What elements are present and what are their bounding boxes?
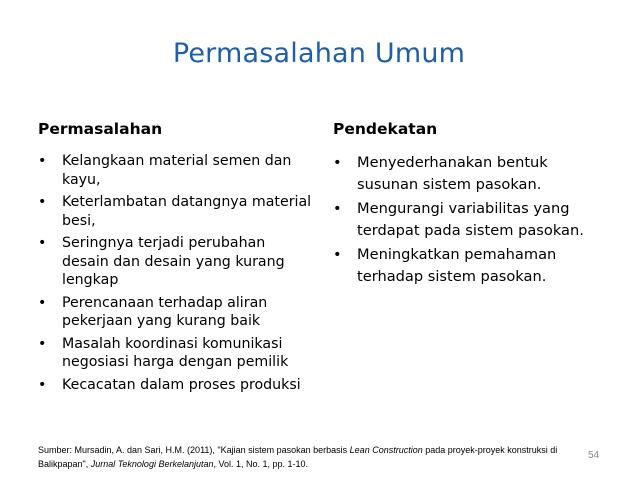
citation-text: , Vol. 1, No. 1, pp. 1-10.	[213, 459, 309, 469]
page-number: 54	[588, 450, 600, 461]
list-item-text: Kecacatan dalam proses produksi	[62, 376, 301, 393]
list-item-text: Menyederhanakan bentuk susunan sistem pasokan.	[357, 154, 548, 193]
list-item-text: Kelangkaan material semen dan kayu,	[62, 153, 292, 188]
list-item-text: Masalah koordinasi komunikasi negosiasi harga dengan pemilik	[62, 335, 289, 370]
list-item	[333, 152, 603, 196]
list-item	[38, 234, 313, 290]
slide-title: Permasalahan Umum	[172, 38, 466, 69]
bullet-icon: •	[38, 235, 47, 251]
citation-text: Sumber: Mursadin, A. dan Sari, H.M. (2011), "Kajian sistem pasokan berbasis	[38, 445, 350, 455]
bullet-icon: •	[38, 335, 47, 352]
bullet-icon: •	[38, 294, 47, 311]
list-item-text: Perencanaan terhadap aliran pekerjaan yang kurang baik	[62, 294, 268, 329]
bullet-icon: •	[38, 153, 47, 169]
list-item-text: Meningkatkan pemahaman terhadap sistem pasokan.	[357, 246, 557, 285]
problems-column	[38, 120, 313, 398]
list-item-text: Keterlambatan datangnya material besi,	[62, 194, 312, 229]
problems-list	[38, 152, 313, 394]
list-item	[38, 193, 313, 230]
citation-journal-name: Jurnal Teknologi Berkelanjutan	[90, 459, 214, 469]
source-citation	[38, 443, 558, 471]
problems-heading: Permasalahan	[38, 120, 163, 138]
approaches-list	[333, 152, 603, 288]
approaches-column	[333, 120, 603, 290]
list-item	[38, 294, 313, 331]
bullet-icon: •	[333, 200, 342, 217]
citation-text: pada proyek-proyek konstruksi di Balikpapan",	[38, 445, 558, 469]
bullet-icon: •	[38, 194, 47, 210]
list-item	[38, 335, 313, 372]
list-item	[333, 198, 603, 242]
list-item-text: Seringnya terjadi perubahan desain dan desain yang kurang lengkap	[62, 235, 285, 288]
bullet-icon: •	[333, 154, 342, 171]
bullet-icon: •	[333, 246, 342, 263]
list-item	[38, 376, 313, 395]
approaches-heading: Pendekatan	[333, 120, 438, 138]
list-item	[333, 244, 603, 288]
list-item	[38, 152, 313, 189]
citation-italic-term: Lean Construction	[349, 445, 423, 455]
bullet-icon: •	[38, 376, 47, 393]
list-item-text: Mengurangi variabilitas yang terdapat pada sistem pasokan.	[357, 200, 584, 239]
